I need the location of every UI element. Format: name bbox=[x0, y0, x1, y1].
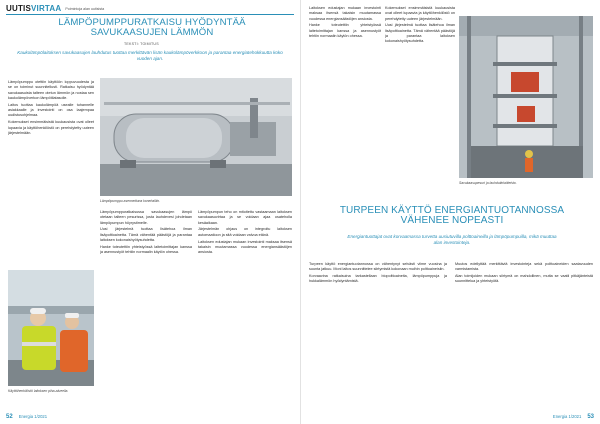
masthead bbox=[6, 4, 104, 13]
machine-photo bbox=[100, 78, 292, 196]
page-number-right: 53 bbox=[587, 414, 594, 420]
people-photo bbox=[8, 270, 94, 386]
article1-column-4: Laitoksen edustajan mukaan investointi maksaa itsensä takaisin muutamassa vuodessa energiansäästöjen ansiosta. Hanke toteutettiin yhteistyössä laitetoimittajan kanssa ja asennustyöt tehtiin normaalin käytön ohessa. bbox=[309, 6, 381, 39]
article1-headline: LÄMPÖPUMPPURATKAISU HYÖDYNTÄÄ SAVUKAASUJEN LÄMMÖN bbox=[58, 17, 246, 38]
masthead-rule bbox=[6, 14, 294, 15]
issue-left: Energia 1/2021 bbox=[18, 414, 48, 419]
article1-column-3: Lämpöpumpun teho on mitoitettu vastaamaan laitoksen savukaasuvirtaa ja se voidaan ajaa osateholla kesäaikaan. Järjestelmän ohjaus on integroitu laitoksen automaatioon ja sitä voidaan valvoa etänä. Laitoksen edustajan mukaan investointi maksaa itsensä takaisin muutamassa vuodessa energiansäästöjen ansiosta. bbox=[198, 210, 292, 255]
article2-lead: Energiantuottajat ovat korvaamassa turvetta uusiutuvilla polttoaineilla ja lämpöpumpuilla, mikä muuttaa alan investointeja. bbox=[347, 234, 557, 246]
footer-left bbox=[6, 414, 47, 420]
masthead-brand: UUTISVIRTAA bbox=[6, 4, 62, 13]
article1-column-5: Kokemukset ensimmäisistä kuukausista ovat olleet lupaavia ja käyttöhenkilöstö on perehdytetty uuteen järjestelmään. Uusi järjestelmä tuottaa lisätehoa ilman lisäpolttoainetta. Tämä vähentää päästöjä ja parantaa laitoksen kokonaishyötysuhdetta. bbox=[385, 6, 455, 44]
article1-column-1: Lämpöpumppu otettiin käyttöön loppuvuodesta ja se on toiminut suunnitellusti. Ratkaisu hyödyntää savukaasuista talteen otetun lämmön ja nostaa sen kaukolämpöverkon lämpötilatasolle. Laitos tuottaa kaukolämpöä usealle tuhannelle asiakkaalle ja investointi on osa laajempaa uudistusohjelmaa. Kokemukset ensimmäisistä kuukausista ovat olleet lupaavia ja käyttöhenkilöstö on perehdytetty uuteen järjestelmään. bbox=[8, 80, 94, 135]
masthead-tagline: Poimintoja alan uutisista bbox=[65, 6, 105, 11]
footer-right bbox=[553, 414, 594, 420]
machine-photo-caption: Lämpöpumppu asennettuna konehalliin. bbox=[100, 199, 161, 203]
article2-headline: TURPEEN KÄYTTÖ ENERGIANTUOTANNOSSA VÄHENEE NOPEASTI bbox=[339, 205, 565, 226]
article2-column-1: Turpeen käyttö energiantuotannossa on vähentynyt selvästi viime vuosina ja suunta jatkuu. Moni laitos suunnittelee siirtymistä kokonaan muihin polttoaineisiin. Korvaavina ratkaisuina tarkastellaan biopolttoaineita, lämpöpumppuja ja hukkalämmön hyödyntämistä. bbox=[309, 262, 447, 284]
plant-photo-caption: Savukaasupesuri ja lauhdutinlaitteisto. bbox=[459, 181, 517, 185]
article2-column-2: Muutos edellyttää merkittäviä investointeja sekä polttoaineiden saatavuuden varmistamista. Alan toimijoiden mukaan siirtymä on mahdollinen, mutta se vaatii pitkäjänteistä suunnittelua ja yhteistyötä. bbox=[455, 262, 593, 284]
people-photo-caption: Käyttöhenkilöstö laitoksen piha-alueella. bbox=[8, 389, 69, 393]
right-page bbox=[300, 0, 600, 424]
article1-column-2: Lämpöpumppuratkaisussa savukaasujen lämpö otetaan talteen pesurissa, josta lauhdevesi johdetaan lämpöpumpun höyrystimelle. Uusi järjestelmä tuottaa lisätehoa ilman lisäpolttoainetta. Tämä vähentää päästöjä ja parantaa laitoksen kokonaishyötysuhdetta. Hanke toteutettiin yhteistyössä laitetoimittajan kanssa ja asennustyöt tehtiin normaalin käytön ohessa. bbox=[100, 210, 192, 255]
page-number-left: 52 bbox=[6, 414, 13, 420]
article1-byline: TEKSTI: TOIMITUS bbox=[124, 42, 159, 46]
plant-photo bbox=[459, 16, 593, 178]
article1-lead: Kaukolämpölaitoksen savukaasujen lauhdutus tuottaa merkittävän lisän kaukolämpöverkkoon ja parantaa energiatehokkuutta koko vuoden ajan. bbox=[17, 50, 283, 62]
issue-right: Energia 1/2021 bbox=[552, 414, 582, 419]
